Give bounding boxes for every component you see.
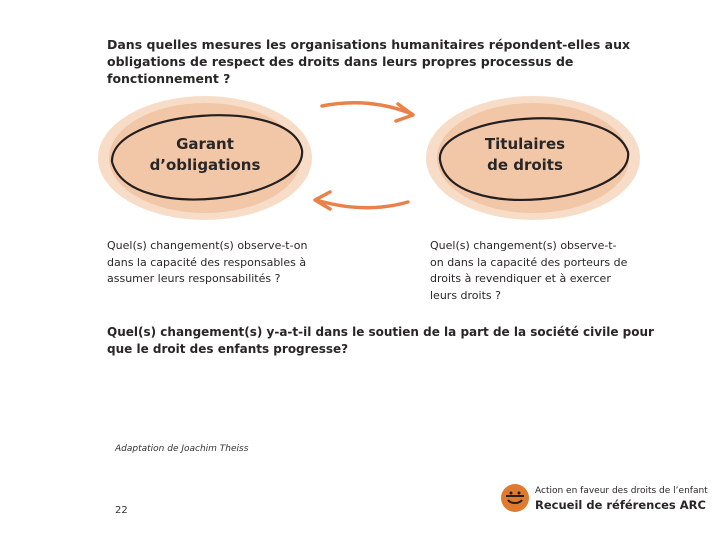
duty-bearer-label xyxy=(130,134,280,176)
arrow-right-icon xyxy=(322,103,413,121)
civil-society-question: Quel(s) changement(s) y-a-t-il dans le soutien de la part de la société civile pour que le droit des enfants progresse? xyxy=(107,325,654,356)
logo-title: Recueil de références ARC xyxy=(535,498,706,512)
page-number: 22 xyxy=(115,505,128,516)
rights-holder-label xyxy=(450,134,600,176)
rights-holder-question: Quel(s) changement(s) observe-t-on dans la capacité des porteurs de droits à revendiquer et à exercer leurs droits ? xyxy=(430,239,628,302)
duty-bearer-label-line1: Garant xyxy=(176,135,234,153)
duty-bearer-label-line2: d’obligations xyxy=(149,156,261,174)
rights-holder-label-line2: de droits xyxy=(487,156,563,174)
logo-tagline: Action en faveur des droits de l’enfant xyxy=(535,486,708,496)
rights-holder-label-line1: Titulaires xyxy=(484,135,566,153)
duty-bearer-question: Quel(s) changement(s) observe-t-on dans la capacité des responsables à assumer leurs responsabilités ? xyxy=(107,239,308,285)
arc-logo-icon xyxy=(500,483,530,513)
credit-line: Adaptation de Joachim Theiss xyxy=(115,444,249,454)
main-question-heading: Dans quelles mesures les organisations humanitaires répondent-elles aux obligations de respect des droits dans leurs propres processus de fonctionnement ? xyxy=(107,37,631,86)
arrow-left-icon xyxy=(315,192,408,209)
